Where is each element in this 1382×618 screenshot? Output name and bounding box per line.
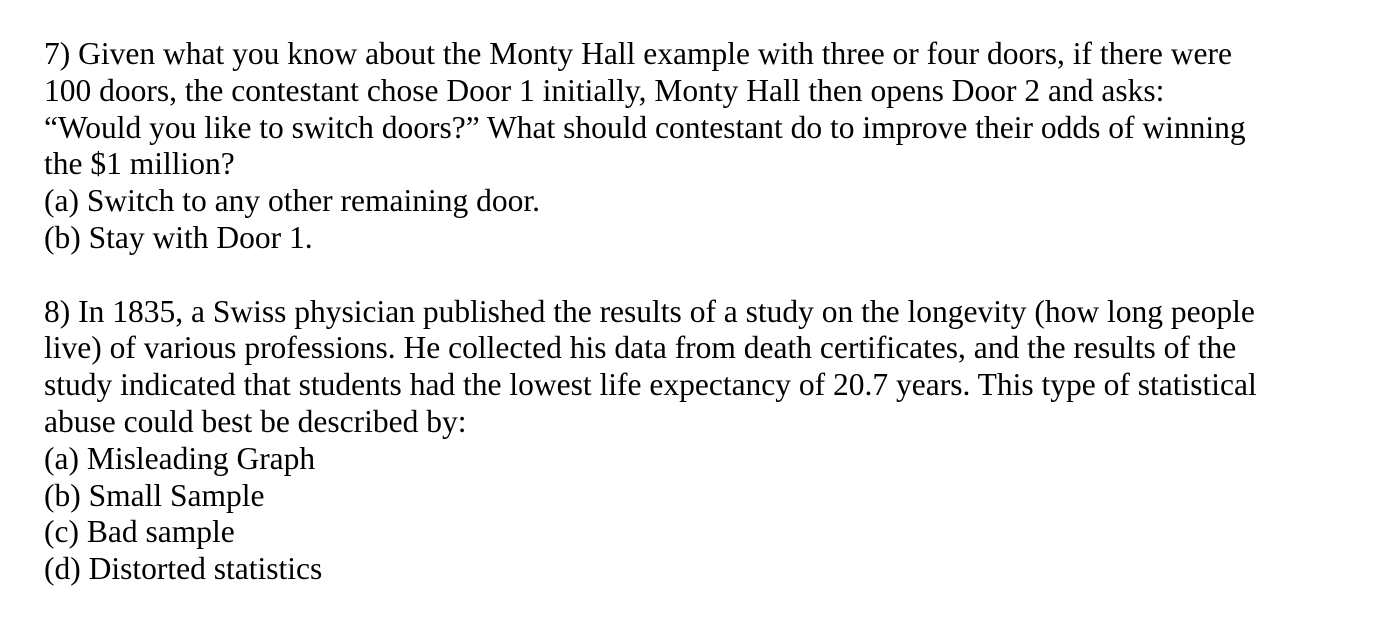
- question-7: [44, 36, 1364, 257]
- question-8-option-a: (a) Misleading Graph: [44, 440, 316, 476]
- question-7-line-2: 100 doors, the contestant chose Door 1 initially, Monty Hall then opens Door 2 and asks:: [44, 72, 1165, 108]
- question-8-option-c: (c) Bad sample: [44, 514, 235, 550]
- question-8-options: [44, 441, 1364, 588]
- question-8-line-3: study indicated that students had the lowest life expectancy of 20.7 years. This type of statistical: [44, 367, 1257, 403]
- question-8: [44, 294, 1364, 588]
- question-7-option-a: (a) Switch to any other remaining door.: [44, 183, 541, 219]
- question-7-line-3: “Would you like to switch doors?” What should contestant do to improve their odds of winning: [44, 109, 1246, 145]
- document-page: [44, 36, 1364, 588]
- question-8-option-d: (d) Distorted statistics: [44, 551, 323, 587]
- question-8-option-b: (b) Small Sample: [44, 477, 265, 513]
- question-7-line-4: the $1 million?: [44, 146, 235, 182]
- question-7-line-1: 7) Given what you know about the Monty Hall example with three or four doors, if there were: [44, 36, 1232, 71]
- question-7-option-b: (b) Stay with Door 1.: [44, 219, 313, 255]
- question-8-line-1: 8) In 1835, a Swiss physician published the results of a study on the longevity (how long people: [44, 293, 1255, 329]
- question-8-line-2: live) of various professions. He collected his data from death certificates, and the results of the: [44, 330, 1237, 366]
- question-7-options: [44, 183, 1364, 257]
- question-8-line-4: abuse could best be described by:: [44, 403, 467, 439]
